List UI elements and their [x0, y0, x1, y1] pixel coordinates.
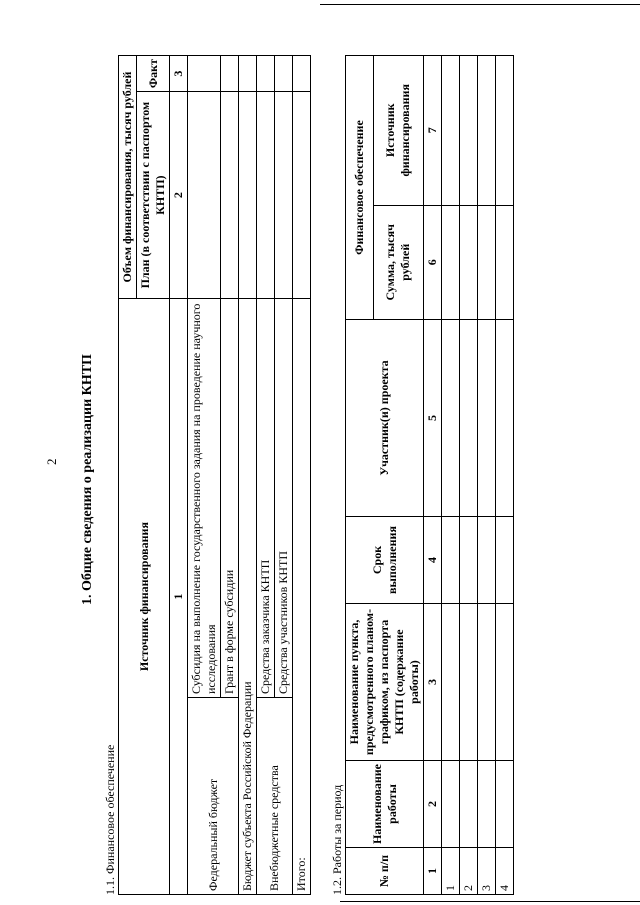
customer-funds-label: Средства заказчика КНТП [257, 299, 275, 698]
customer-plan-cell [257, 92, 275, 299]
financing-table [118, 55, 311, 895]
col-name-header: Наименование работы [346, 761, 424, 848]
num-cell: 5 [424, 320, 442, 517]
col-fin-header: Финансовое обеспечение [346, 56, 374, 320]
participants-funds-label: Средства участников КНТП [275, 299, 293, 698]
extra-budget-label: Внебюджетные средства [257, 698, 293, 895]
grant-plan-cell [221, 92, 239, 299]
col-volume-header: Объем финансирования, тысяч рублей [119, 56, 137, 299]
col-participant-header: Участник(и) проекта [346, 320, 424, 517]
table-row [496, 56, 514, 895]
num-cell: 4 [424, 517, 442, 604]
regional-budget-label: Бюджет субъекта Российской Федерации [239, 299, 257, 895]
col-num-3: 3 [170, 56, 188, 92]
section1-caption: 1.1. Финансовое обеспечение [103, 744, 117, 895]
col-term-header: Срок выполнения [346, 517, 424, 604]
row-number: 4 [496, 848, 514, 895]
subsidy-fact-cell [188, 56, 221, 92]
col-item-header: Наименование пункта, предусмотренного планом-графиком, из паспорта КНТП (содержание работы) [346, 604, 424, 761]
grant-label: Грант в форме субсидии [221, 299, 239, 698]
col-source-header: Источник финансирования [119, 299, 170, 895]
col-plan-header: План (в соответствии с паспортом КНТП) [137, 92, 170, 299]
grant-fact-cell [221, 56, 239, 92]
num-cell: 3 [424, 604, 442, 761]
num-cell: 2 [424, 761, 442, 848]
page-number: 2 [44, 458, 59, 465]
table-row [478, 56, 496, 895]
row-number: 3 [478, 848, 496, 895]
col-sum-header: Сумма, тысяч рублей [373, 205, 423, 319]
customer-fact-cell [257, 56, 275, 92]
participants-fact-cell [275, 56, 293, 92]
col-fact-header: Факт [137, 56, 170, 92]
participants-plan-cell [275, 92, 293, 299]
col-num-1: 1 [170, 299, 188, 895]
works-table [345, 55, 514, 895]
regional-plan-cell [239, 92, 257, 299]
subsidy-plan-cell [188, 92, 221, 299]
section2-caption: 1.2. Работы за период [330, 784, 344, 895]
num-cell: 7 [424, 56, 442, 206]
regional-fact-cell [239, 56, 257, 92]
row-number: 1 [442, 848, 460, 895]
col-src-header: Источник финансирования [373, 56, 423, 206]
num-cell: 1 [424, 848, 442, 895]
total-label: Итого: [293, 299, 311, 895]
num-cell: 6 [424, 205, 442, 319]
table-row [442, 56, 460, 895]
col-no-header: № п/п [346, 848, 424, 895]
page-heading: 1. Общие сведения о реализации КНТП [80, 354, 95, 605]
total-fact-cell [293, 56, 311, 92]
subsidy-label: Субсидия на выполнение государственного задания на проведение научного исследования [188, 299, 221, 698]
federal-budget-label: Федеральный бюджет [188, 698, 239, 895]
table-row [460, 56, 478, 895]
col-num-2: 2 [170, 92, 188, 299]
total-plan-cell [293, 92, 311, 299]
row-number: 2 [460, 848, 478, 895]
